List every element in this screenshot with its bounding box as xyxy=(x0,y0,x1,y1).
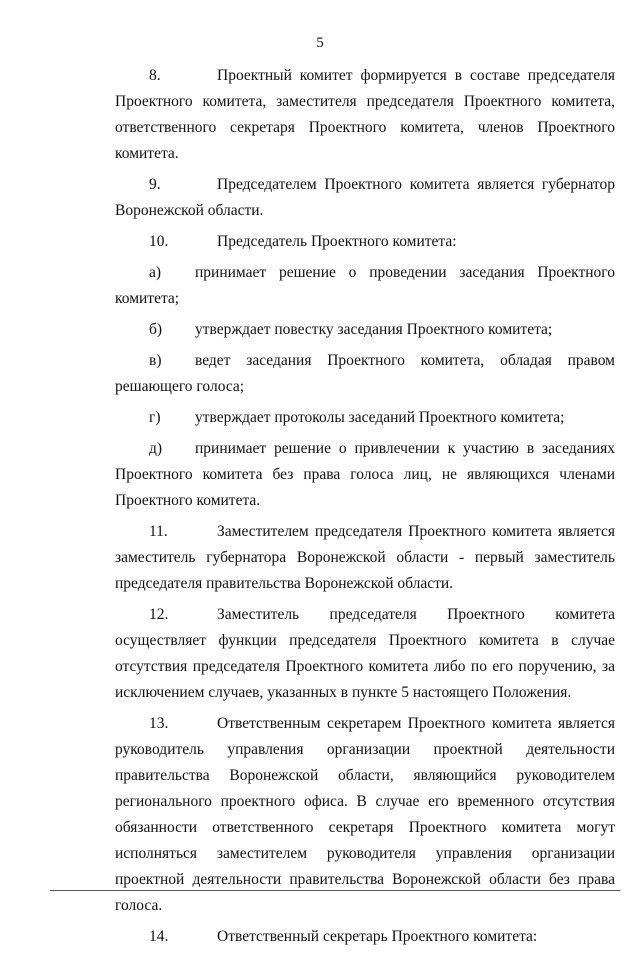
paragraph-text: ведет заседания Проектного комитета, обладая правом решающего голоса; xyxy=(115,352,615,395)
subparagraph-letter: г) xyxy=(149,409,161,426)
paragraph-8 xyxy=(115,63,615,167)
paragraph-number: 11. xyxy=(149,523,168,540)
paragraph-text: утверждает протоколы заседаний Проектного комитета; xyxy=(195,409,565,426)
page-number: 5 xyxy=(316,35,324,51)
paragraph-12 xyxy=(115,602,615,706)
subparagraph-v xyxy=(115,348,615,400)
paragraph-text: принимает решение о проведении заседания Проектного комитета; xyxy=(115,264,615,307)
subparagraph-letter: а) xyxy=(149,264,162,281)
paragraph-number: 12. xyxy=(149,606,169,623)
paragraph-text: Председателем Проектного комитета является губернатор Воронежской области. xyxy=(115,176,615,219)
paragraph-text: Заместителем председателя Проектного комитета является заместитель губернатора Воронежской области - первый заместитель председателя правительства Воронежской области. xyxy=(115,523,615,592)
paragraph-text: Заместитель председателя Проектного комитета осуществляет функции председателя Проектного комитета в случае отсутствия председателя Проектного комитета либо по его поручению, за исключением случаев, указанных в пункте 5 настоящего Положения. xyxy=(115,606,615,701)
paragraph-text: утверждает повестку заседания Проектного комитета; xyxy=(195,321,553,338)
paragraph-number: 8. xyxy=(149,67,161,84)
paragraph-10 xyxy=(115,229,615,255)
subparagraph-letter: б) xyxy=(149,321,163,338)
subparagraph-letter: д) xyxy=(149,440,163,457)
paragraph-text: Ответственным секретарем Проектного комитета является руководитель управления организации проектной деятельности правительства Воронежской области, являющийся руководителем регионального проектного офиса. В случае его временного отсутствия обязанности ответственного секретаря Проектного комитета могут исполняться заместителем руководителя управления организации проектной деятельности правительства Воронежской области без права голоса. xyxy=(115,715,615,914)
paragraph-number: 13. xyxy=(149,715,169,732)
paragraph-13 xyxy=(115,711,615,919)
subparagraph-letter: в) xyxy=(149,352,162,369)
footer-divider xyxy=(50,890,620,891)
paragraph-14 xyxy=(115,924,615,950)
paragraph-text: принимает решение о привлечении к участию в заседаниях Проектного комитета без права голоса лиц, не являющихся членами Проектного комитета. xyxy=(115,440,615,509)
paragraph-number: 14. xyxy=(149,928,169,945)
paragraph-number: 9. xyxy=(149,176,161,193)
paragraph-text: Ответственный секретарь Проектного комитета: xyxy=(217,928,538,945)
paragraph-text: Председатель Проектного комитета: xyxy=(217,233,457,250)
subparagraph-b xyxy=(115,317,615,343)
subparagraph-g xyxy=(115,405,615,431)
paragraph-number: 10. xyxy=(149,233,169,250)
paragraph-11 xyxy=(115,519,615,597)
document-body xyxy=(115,63,615,955)
paragraph-text: Проектный комитет формируется в составе председателя Проектного комитета, заместителя председателя Проектного комитета, ответственного секретаря Проектного комитета, членов Проектного комитета. xyxy=(115,67,615,162)
subparagraph-d xyxy=(115,436,615,514)
paragraph-9 xyxy=(115,172,615,224)
subparagraph-a xyxy=(115,260,615,312)
